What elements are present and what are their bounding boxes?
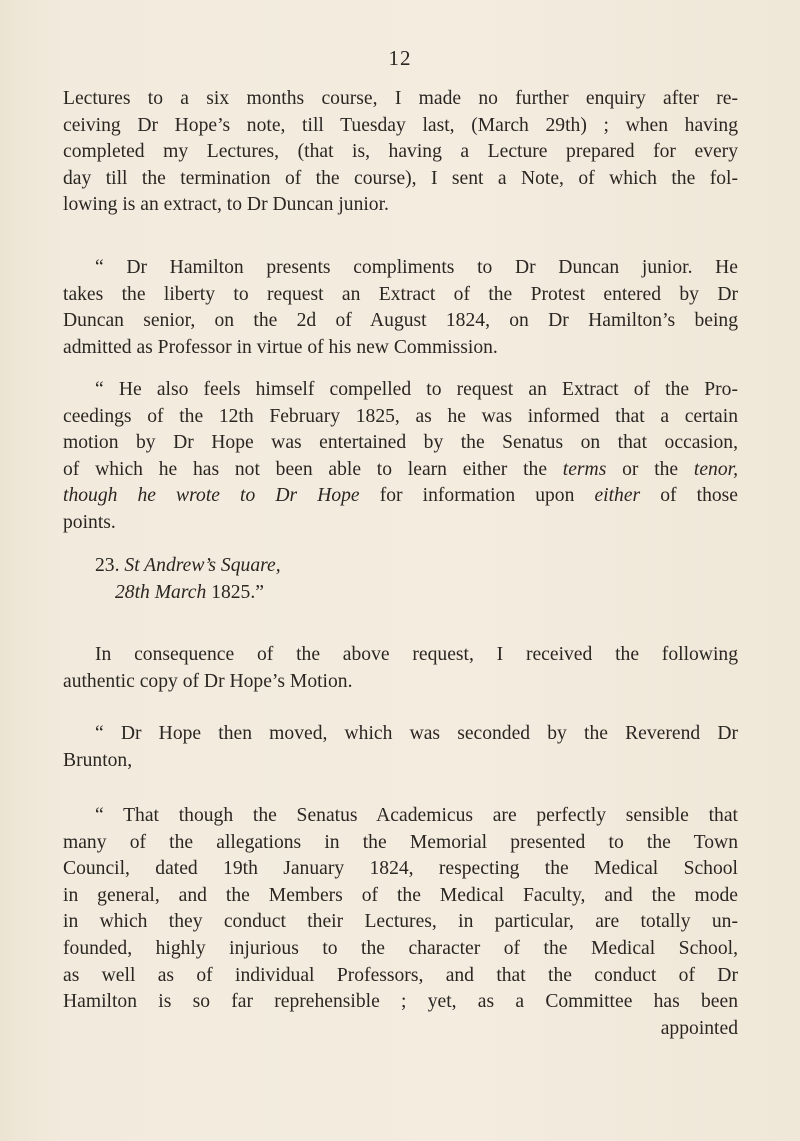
- text-run: of those: [640, 485, 738, 507]
- italic-text: either: [594, 485, 641, 507]
- text-line: completed my Lectures, (that is, having a Lecture prepared for every: [63, 141, 738, 163]
- text-line: authentic copy of Dr Hope’s Motion.: [63, 670, 353, 692]
- date-day-month: 28th March: [115, 581, 207, 603]
- text-line: takes the liberty to request an Extract of the Protest entered by Dr: [63, 283, 738, 305]
- text-line: “ Dr Hamilton presents compliments to Dr Duncan junior. He: [95, 257, 738, 278]
- text-line: In consequence of the above request, I received the following: [95, 644, 738, 665]
- text-run: of which he has not been able to learn either the: [63, 458, 563, 480]
- paragraph-proceedings-request: [63, 377, 738, 537]
- italic-text: though he wrote to Dr Hope: [63, 485, 360, 507]
- text-line: founded, highly injurious to the character of the Medical School,: [63, 937, 738, 959]
- catchword: appointed: [660, 1017, 738, 1039]
- text-line: many of the allegations in the Memorial presented to the Town: [63, 831, 738, 853]
- date-year: 1825.”: [206, 581, 264, 603]
- page-number: 12: [388, 46, 412, 70]
- text-line: in general, and the Members of the Medical Faculty, and the mode: [63, 884, 738, 906]
- text-line: in which they conduct their Lectures, in particular, are totally un-: [63, 911, 738, 933]
- paragraph-motion-text: [63, 803, 738, 1042]
- text-line: [63, 483, 738, 510]
- note-signature: [63, 553, 738, 606]
- text-line: “ He also feels himself compelled to request an Extract of the Pro-: [95, 379, 738, 400]
- address-street: St Andrew’s Square,: [124, 555, 281, 576]
- paragraph-note-hamilton: [63, 255, 738, 361]
- italic-text: tenor,: [693, 458, 738, 480]
- text-line: Lectures to a six months course, I made no further enquiry after re-: [63, 88, 738, 109]
- text-line: Brunton,: [63, 749, 133, 771]
- text-line: day till the termination of the course), I sent a Note, of which the fol-: [63, 167, 738, 189]
- paragraph-motion-intro: [63, 721, 738, 774]
- text-line: [63, 457, 738, 484]
- text-line: lowing is an extract, to Dr Duncan junior.: [63, 194, 389, 216]
- text-line: Council, dated 19th January 1824, respecting the Medical School: [63, 858, 738, 880]
- text-line: ceedings of the 12th February 1825, as he was informed that a certain: [63, 405, 738, 427]
- signature-date: [63, 580, 738, 607]
- text-line: admitted as Professor in virtue of his new Commission.: [63, 336, 498, 358]
- paragraph-opening: [63, 86, 738, 219]
- paragraph-consequence: [63, 642, 738, 695]
- text-run: for information upon: [359, 485, 595, 507]
- text-line: as well as of individual Professors, and that the conduct of Dr: [63, 964, 738, 986]
- text-line: “ That though the Senatus Academicus are perfectly sensible that: [95, 805, 738, 826]
- text-line: points.: [63, 511, 116, 533]
- signature-address: [63, 553, 738, 580]
- italic-text: terms: [562, 458, 607, 480]
- text-line: “ Dr Hope then moved, which was seconded by the Reverend Dr: [95, 723, 738, 744]
- address-number: 23.: [95, 555, 125, 576]
- text-run: or the: [606, 458, 694, 480]
- text-line: Duncan senior, on the 2d of August 1824, on Dr Hamilton’s being: [63, 310, 738, 332]
- text-line: motion by Dr Hope was entertained by the Senatus on that occasion,: [63, 432, 738, 454]
- text-line: ceiving Dr Hope’s note, till Tuesday last, (March 29th) ; when having: [63, 114, 738, 136]
- text-line: Hamilton is so far reprehensible ; yet, as a Committee has been: [63, 991, 738, 1013]
